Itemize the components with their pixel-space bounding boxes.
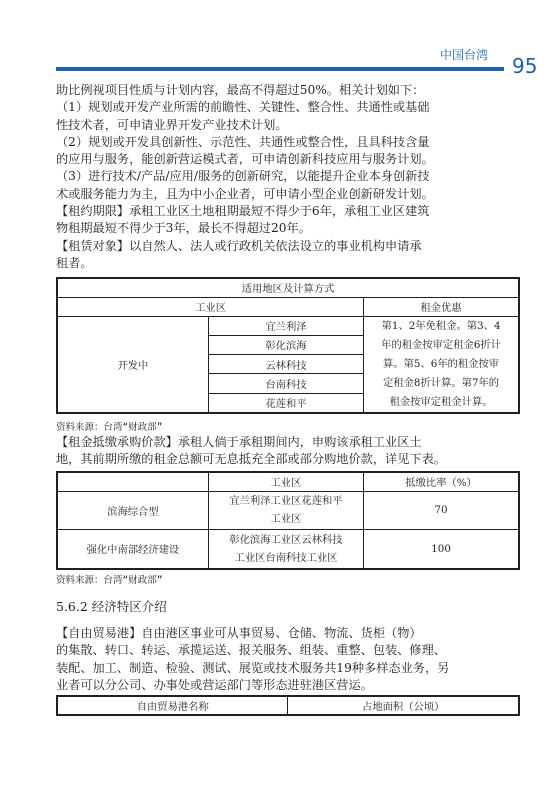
zone-name: 花莲和平: [208, 393, 363, 412]
zone-name: 云林科技: [208, 355, 363, 374]
zone-type: 滨海综合型: [57, 491, 208, 529]
zone-list: [208, 529, 363, 569]
text-line: （1）规划或开发产业所需的前瞻性、关键性、整合性、共通性或基础: [56, 100, 430, 115]
text-line: 物租期最短不得少于3年，最长不得超过20年。: [56, 221, 311, 236]
zone-list-line: 宜兰利泽工业区花莲和平: [229, 495, 343, 507]
zone-list: [208, 491, 363, 529]
offset-ratio-value: 70: [364, 491, 519, 529]
zone-list-line: 彰化滨海工业区云林科技: [229, 533, 343, 546]
text-line: 助比例视项目性质与计划内容，最高不得超过50%。相关计划如下：: [56, 83, 425, 97]
discount-line: 年的租金按审定租金6折计: [381, 338, 501, 351]
text-line: 性技术者，可申请业界开发产业技术计划。: [56, 117, 288, 132]
text-line: （3）进行技术/产品/应用/服务的创新研究，以能提升企业本身创新技: [56, 169, 430, 184]
body-text-block-2: [56, 434, 504, 469]
rent-discount-table: [56, 277, 520, 414]
zone-list-line: 工业区台南科技工业区: [234, 551, 338, 564]
rent-discount-description: [364, 316, 519, 413]
discount-line: 算。第5、6年的租金按审: [383, 357, 500, 370]
zone-type: 强化中南部经济建设: [57, 529, 208, 569]
page-number: 95: [512, 54, 538, 78]
zone-category: 开发中: [57, 316, 208, 413]
text-line: （2）规划或开发具创新性、示范性、共通性或整合性，且具科技含量: [56, 134, 430, 149]
offset-ratio-table: [56, 471, 520, 570]
text-line: 业者可以分公司、办事处或营运部门等形态进驻港区营运。: [56, 677, 373, 692]
text-line: 租者。: [56, 255, 93, 270]
table-title: 适用地区及计算方式: [57, 278, 519, 297]
text-line: 装配、加工、制造、检验、测试、展览或技术服务共19种多样态业务，另: [56, 660, 450, 675]
column-header-area: 占地面积（公顷）: [288, 696, 519, 715]
text-line: 的集散、转口、转运、承揽运送、报关服务、组装、重整、包装、修理、: [56, 643, 446, 658]
zone-list-line: 工业区: [270, 513, 302, 525]
text-line: 的应用与服务，能创新营运模式者，可申请创新科技应用与服务计划。: [56, 152, 434, 167]
column-header-offset-ratio: 抵缴比率（%）: [364, 472, 519, 491]
zone-name: 彰化滨海: [208, 335, 363, 354]
zone-name: 台南科技: [208, 374, 363, 393]
column-header-rent-discount: 租金优惠: [364, 297, 519, 316]
free-trade-port-table: [56, 695, 520, 716]
discount-line: 定租金8折计算。第7年的: [383, 376, 500, 389]
running-header: 中国台湾: [440, 48, 489, 62]
section-heading: 5.6.2 经济特区介绍: [56, 599, 167, 614]
column-header-port-name: 自由贸易港名称: [57, 696, 288, 715]
discount-line: 第1、2年免租金。第3、4: [381, 319, 501, 332]
column-header-industrial-zone: 工业区: [57, 297, 364, 316]
text-line: 地，其前期所缴的租金总额可无息抵充全部或部分购地价款，详见下表。: [56, 452, 446, 467]
text-line: 【自由贸易港】自由港区事业可从事贸易、仓储、物流、货柜（物）: [56, 626, 422, 640]
discount-line: 租金按审定租金计算。: [389, 395, 493, 408]
body-text-block-1: [56, 82, 504, 272]
text-line: 【租金抵缴承购价款】承租人倘于承租期间内，申购该承租工业区土: [56, 435, 422, 449]
column-header-industrial-zone: 工业区: [208, 472, 363, 491]
source-note-2: 资料来源：台湾“财政部”: [56, 575, 163, 586]
column-header-blank: [57, 472, 208, 491]
text-line: 术或服务能力为主，且为中小企业者，可申请小型企业创新研发计划。: [56, 186, 434, 201]
zone-name: 宜兰利泽: [208, 316, 363, 335]
offset-ratio-value: 100: [364, 529, 519, 569]
text-line: 【租赁对象】以自然人、法人或行政机关依法设立的事业机构申请承: [56, 238, 422, 253]
text-line: 【租约期限】承租工业区土地租期最短不得少于6年，承租工业区建筑: [56, 204, 430, 219]
body-text-block-3: [56, 625, 504, 694]
header-rule: [56, 67, 504, 71]
source-note-1: 资料来源：台湾“财政部”: [56, 422, 163, 433]
